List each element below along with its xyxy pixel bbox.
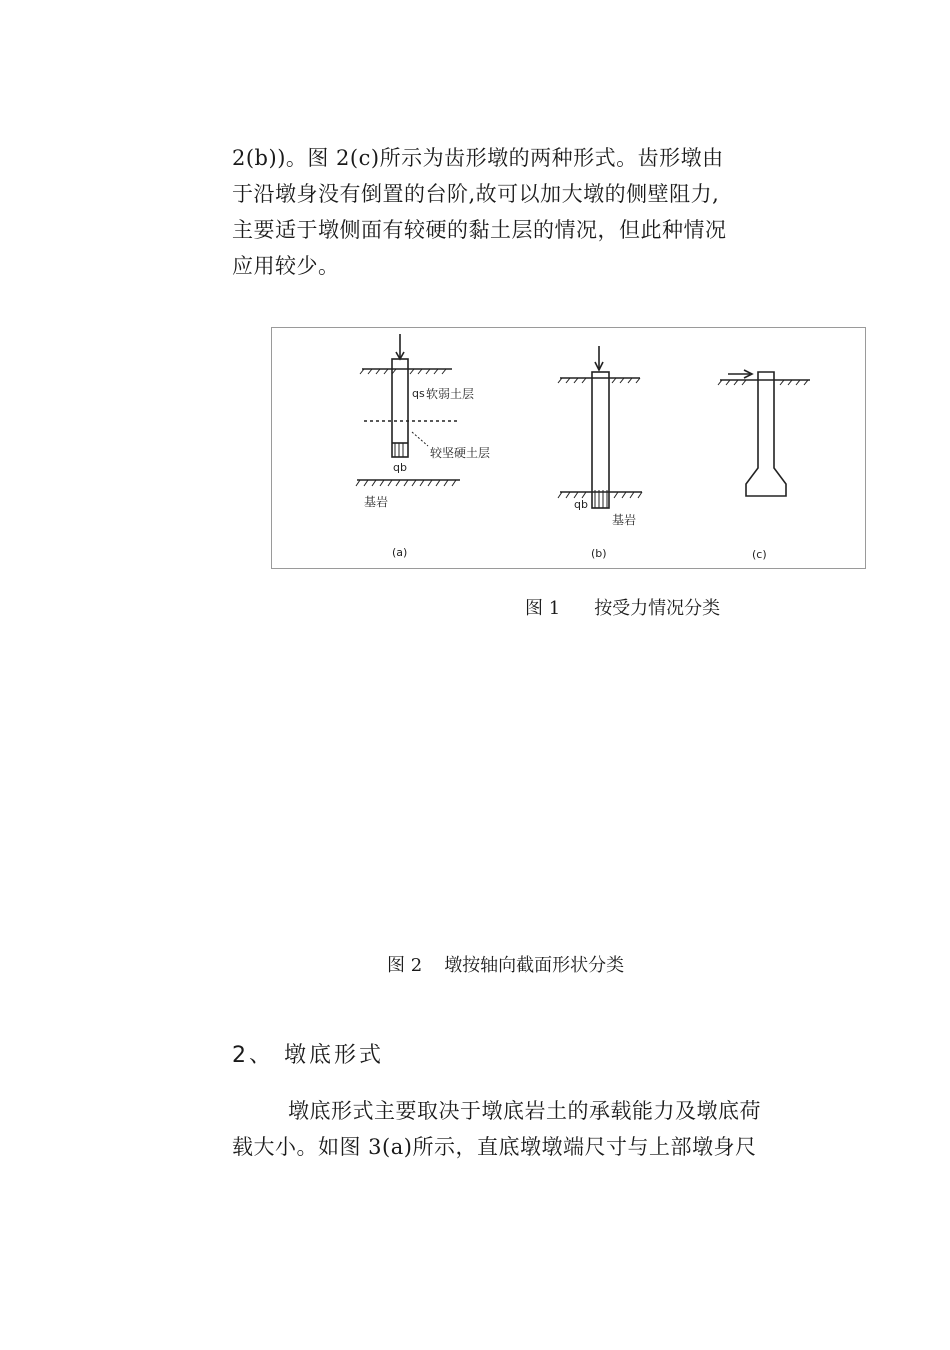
paragraph-2 (232, 1093, 792, 1165)
caption-number: 图 2 (387, 955, 423, 976)
qs-label: qs (412, 387, 425, 400)
figure-1-caption (525, 594, 720, 620)
bedrock-hatch-a (356, 480, 456, 486)
paragraph-1 (232, 140, 792, 284)
bedrock-label-a: 基岩 (364, 495, 389, 509)
hard-layer-label: 较坚硬土层 (430, 446, 491, 460)
qb-label-b: qb (574, 498, 588, 511)
text-line: 墩底形式主要取决于墩底岩土的承载能力及墩底荷 (288, 1099, 761, 1123)
figure-2-caption (387, 951, 624, 977)
soft-layer-label: 软弱土层 (426, 387, 475, 401)
belled-pier-c (746, 372, 786, 496)
subfigure-label-c: (c) (752, 548, 767, 561)
bedrock-label-b: 基岩 (612, 513, 637, 527)
caption-number: 图 1 (525, 598, 561, 619)
text-line: 2(b))。图 2(c)所示为齿形墩的两种形式。齿形墩由 (232, 146, 724, 170)
caption-title: 按受力情况分类 (594, 598, 721, 619)
text-line: 载大小。如图 3(a)所示，直底墩墩端尺寸与上部墩身尺 (232, 1135, 757, 1159)
pier-shaft-b (592, 372, 609, 508)
text-line: 主要适于墩侧面有较硬的黏土层的情况，但此种情况 (232, 218, 727, 242)
subfigure-label-a: (a) (392, 546, 408, 559)
text-line: 于沿墩身没有倒置的台阶,故可以加大墩的侧壁阻力, (232, 182, 720, 206)
qb-label-a: qb (393, 461, 407, 474)
bedrock-hatch-b (558, 492, 642, 498)
caption-title: 墩按轴向截面形状分类 (444, 955, 625, 976)
subfigure-label-b: (b) (591, 547, 607, 560)
text-line: 应用较少。 (232, 254, 340, 278)
pier-load-diagram (272, 328, 867, 570)
figure-1 (271, 327, 866, 569)
section-heading: 2、 墩底形式 (232, 1043, 384, 1068)
